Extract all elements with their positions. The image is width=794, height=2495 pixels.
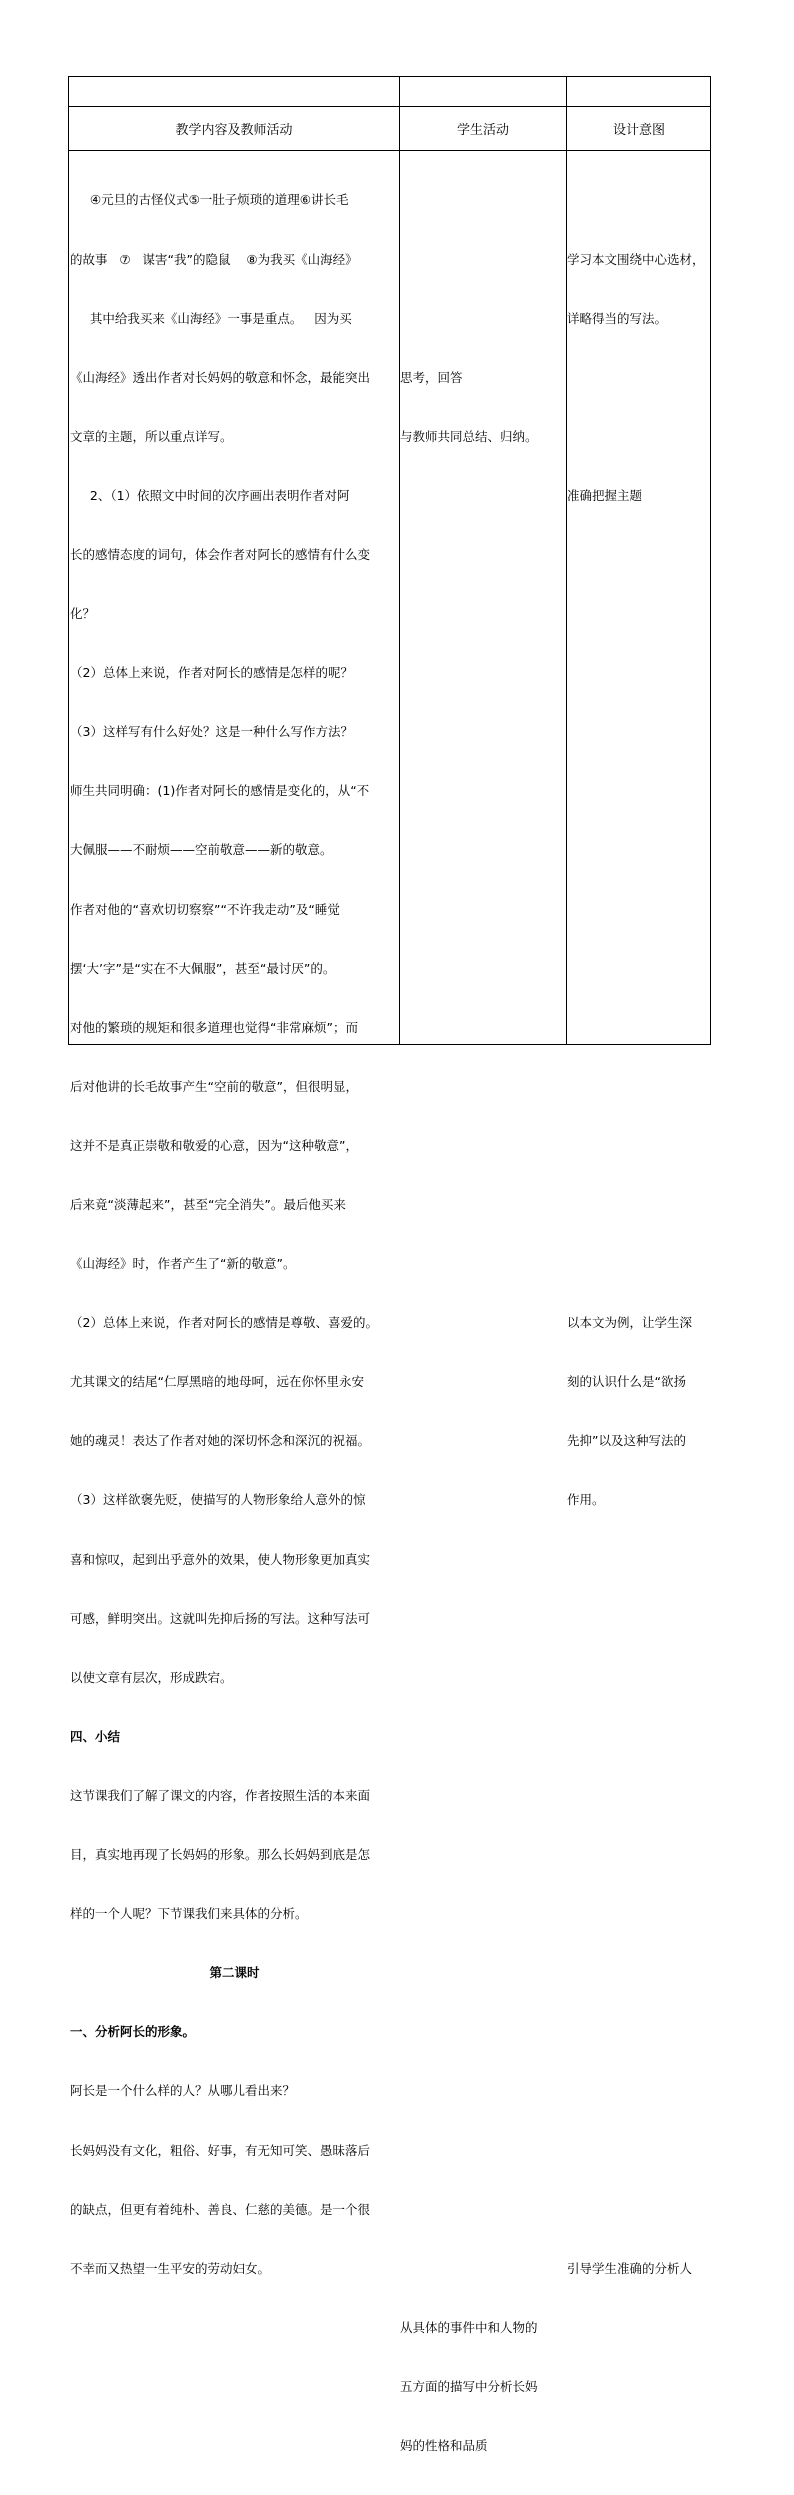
- content-line: ④元旦的古怪仪式⑤一肚子烦琐的道理⑥讲长毛: [70, 192, 349, 208]
- design-line: [567, 1609, 711, 1629]
- student-line: [400, 722, 566, 742]
- header-design-intent: 设计意图: [612, 123, 665, 138]
- student-line: [400, 1963, 566, 1983]
- student-line: [400, 900, 566, 920]
- student-line: 妈的性格和品质: [400, 2437, 488, 2453]
- teaching-content-column: [70, 151, 399, 2318]
- student-line: [400, 663, 566, 683]
- content-line: 后来竟“淡薄起来”，甚至“完全消失”。最后他买来: [70, 1197, 346, 1212]
- content-line: 作者对他的“喜欢切切察察”“不许我走动”及“睡觉: [70, 901, 340, 917]
- design-line: [567, 1550, 711, 1570]
- design-line: 作用。: [567, 1492, 605, 1508]
- content-line: 这节课我们了解了课文的内容，作者按照生活的本来面: [70, 1787, 371, 1803]
- student-line: [400, 2259, 566, 2279]
- student-activity-column: [400, 151, 566, 2495]
- design-line: [567, 1195, 711, 1215]
- design-line: [567, 663, 711, 683]
- design-line: [567, 900, 711, 920]
- design-line: [567, 1136, 711, 1156]
- student-line: [400, 1018, 566, 1038]
- lesson-plan-table: [68, 76, 711, 2453]
- content-line: 喜和惊叹，起到出乎意外的效果，使人物形象更加真实: [70, 1551, 371, 1567]
- design-line: [567, 1904, 711, 1924]
- student-line: [400, 1786, 566, 1806]
- student-line: [400, 1668, 566, 1688]
- student-line: [400, 1254, 566, 1274]
- design-line: [567, 1786, 711, 1806]
- content-line: 目，真实地再现了长妈妈的形象。那么长妈妈到底是怎: [70, 1847, 371, 1863]
- student-line: [400, 1372, 566, 1392]
- student-line: [400, 2141, 566, 2161]
- content-line: 《山海经》时，作者产生了“新的敬意”。: [70, 1256, 296, 1272]
- student-line: [400, 190, 566, 210]
- student-line: [400, 959, 566, 979]
- student-line: [400, 1550, 566, 1570]
- student-line: [400, 840, 566, 860]
- content-line: 长的感情态度的词句，体会作者对阿长的感情有什么变: [70, 546, 371, 562]
- design-line: [567, 604, 711, 624]
- design-line: [567, 1254, 711, 1274]
- design-line: [567, 722, 711, 742]
- content-line: 不幸而又热望一生平安的劳动妇女。: [70, 2260, 271, 2276]
- content-line: 长妈妈没有文化，粗俗、好事，有无知可笑、愚昧落后: [70, 2142, 371, 2158]
- content-line: （2）总体上来说，作者对阿长的感情是怎样的呢？: [70, 665, 353, 681]
- header-teaching-content: 教学内容及教师活动: [175, 123, 293, 138]
- design-line: [567, 1018, 711, 1038]
- design-line: 引导学生准确的分析人: [567, 2260, 693, 2276]
- student-line: [400, 1727, 566, 1747]
- student-line: 思考，回答: [400, 369, 463, 385]
- content-line: 大佩服——不耐烦——空前敬意——新的敬意。: [70, 842, 333, 858]
- design-line: [567, 2081, 711, 2101]
- student-line: [400, 486, 566, 506]
- student-line: [400, 781, 566, 801]
- student-line: [400, 1195, 566, 1215]
- content-line: 可感，鲜明突出。这就叫先抑后扬的写法。这种写法可: [70, 1610, 371, 1626]
- content-line: 阿长是一个什么样的人？从哪儿看出来？: [70, 2083, 296, 2099]
- student-line: 从具体的事件中和人物的: [400, 2319, 538, 2335]
- student-line: 五方面的描写中分析长妈: [400, 2378, 538, 2394]
- content-line: 以使文章有层次，形成跌宕。: [70, 1669, 233, 1685]
- content-line: 师生共同明确：(1)作者对阿长的感情是变化的，从“不: [70, 783, 370, 799]
- content-line: 其中给我买来《山海经》一事是重点。 因为买: [70, 310, 352, 326]
- content-line: （2）总体上来说，作者对阿长的感情是尊敬、喜爱的。: [70, 1315, 378, 1331]
- content-line: 化？: [70, 606, 96, 622]
- design-line: [567, 840, 711, 860]
- lesson-heading-second: 第二课时: [209, 1965, 260, 1981]
- content-line: 文章的主题，所以重点详写。: [70, 428, 233, 444]
- content-line: 对他的繁琐的规矩和很多道理也觉得“非常麻烦”；而: [70, 1019, 358, 1035]
- design-line: 先抑”以及这种写法的: [567, 1433, 686, 1449]
- student-line: 与教师共同总结、归纳。: [400, 428, 538, 444]
- design-line: [567, 781, 711, 801]
- content-line: 样的一个人呢？下节课我们来具体的分析。: [70, 1906, 308, 1922]
- student-line: [400, 1077, 566, 1097]
- design-line: [567, 1963, 711, 1983]
- design-line: [567, 1845, 711, 1865]
- content-line: 的故事 ⑦ 谋害“我”的隐鼠 ⑧为我买《山海经》: [70, 251, 358, 267]
- student-line: [400, 604, 566, 624]
- design-line: 刻的认识什么是“欲扬: [567, 1374, 686, 1390]
- design-line: 学习本文围绕中心选材，: [567, 251, 705, 267]
- content-line: 2、（1）依照文中时间的次序画出表明作者对阿: [70, 487, 350, 503]
- student-line: [400, 1431, 566, 1451]
- student-line: [400, 2022, 566, 2042]
- design-line: [567, 427, 711, 447]
- content-line: 后对他讲的长毛故事产生“空前的敬意”，但很明显，: [70, 1078, 358, 1094]
- design-line: [567, 545, 711, 565]
- design-line: 详略得当的写法。: [567, 310, 668, 326]
- student-line: [400, 545, 566, 565]
- student-line: [400, 1904, 566, 1924]
- student-line: [400, 250, 566, 270]
- header-student-activity: 学生活动: [456, 123, 509, 138]
- design-line: 以本文为例，让学生深: [567, 1315, 693, 1331]
- design-line: [567, 1668, 711, 1688]
- design-line: 准确把握主题: [567, 487, 643, 503]
- content-line: 的缺点，但更有着纯朴、善良、仁慈的美德。是一个很: [70, 2201, 371, 2217]
- student-line: [400, 2200, 566, 2220]
- student-line: [400, 1136, 566, 1156]
- content-line: （3）这样写有什么好处？这是一种什么写作方法？: [70, 724, 353, 740]
- content-line: 《山海经》透出作者对长妈妈的敬意和怀念，最能突出: [70, 369, 371, 385]
- student-line: [400, 1609, 566, 1629]
- design-line: [567, 959, 711, 979]
- content-line: 这并不是真正崇敬和敬爱的心意，因为“这种敬意”，: [70, 1137, 358, 1153]
- design-line: [567, 2141, 711, 2161]
- design-intent-column: [567, 151, 711, 2318]
- section-heading-analysis: 一、分析阿长的形象。: [70, 2024, 196, 2040]
- design-line: [567, 1727, 711, 1747]
- student-line: [400, 309, 566, 329]
- content-line: 尤其课文的结尾“仁厚黑暗的地母呵，远在你怀里永安: [70, 1374, 364, 1390]
- student-line: [400, 1313, 566, 1333]
- student-line: [400, 1845, 566, 1865]
- design-line: [567, 368, 711, 388]
- section-heading-summary: 四、小结: [70, 1728, 121, 1744]
- content-line: （3）这样欲褒先贬，使描写的人物形象给人意外的惊: [70, 1492, 366, 1508]
- student-line: [400, 1490, 566, 1510]
- design-line: [567, 190, 711, 210]
- content-line: 摆‘大’字”是“实在不大佩服”，甚至“最讨厌”的。: [70, 960, 336, 976]
- content-line: 她的魂灵！表达了作者对她的深切怀念和深沉的祝福。: [70, 1433, 371, 1449]
- design-line: [567, 2022, 711, 2042]
- design-line: [567, 1077, 711, 1097]
- student-line: [400, 2081, 566, 2101]
- design-line: [567, 2200, 711, 2220]
